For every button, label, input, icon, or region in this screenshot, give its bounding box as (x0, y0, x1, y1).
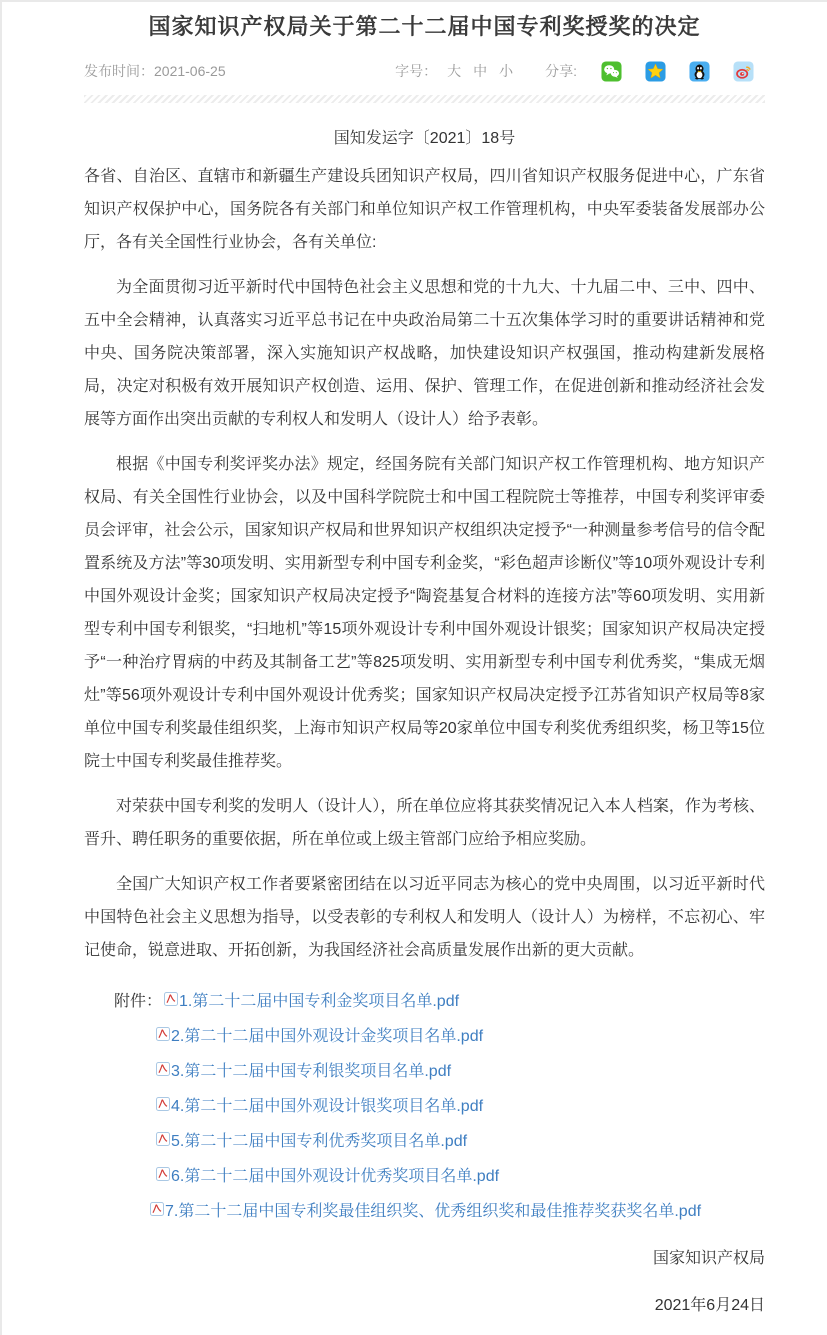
attachment-link-6[interactable]: 6.第二十二届中国外观设计优秀奖项目名单.pdf (171, 1167, 500, 1185)
document-number: 国知发运字〔2021〕18号 (333, 130, 516, 147)
document-body (84, 160, 765, 967)
page-title: 国家知识产权局关于第二十二届中国专利奖授奖的决定 (148, 14, 701, 39)
wechat-share-icon[interactable] (601, 61, 622, 82)
attachments-section (84, 989, 765, 1219)
meta-controls (395, 61, 765, 82)
attachment-row-1 (114, 989, 765, 1009)
attachment-row-5 (156, 1129, 765, 1149)
attachment-row-2 (156, 1024, 765, 1044)
attachment-link-1[interactable]: 1.第二十二届中国专利金奖项目名单.pdf (179, 992, 460, 1010)
font-size-medium-button[interactable]: 中 (473, 63, 488, 79)
attachment-link-7[interactable]: 7.第二十二届中国专利奖最佳组织奖、优秀组织奖和最佳推荐奖获奖名单.pdf (165, 1202, 702, 1220)
pdf-icon (156, 1097, 170, 1111)
publish-time (84, 61, 226, 81)
signature-block (84, 1245, 765, 1315)
signature-org: 国家知识产权局 (652, 1250, 765, 1267)
attachments-label: 附件： (114, 992, 163, 1010)
qq-share-icon[interactable] (689, 61, 710, 82)
paragraph-record: 对荣获中国专利奖的发明人（设计人），所在单位应将其获奖情况记入本人档案，作为考核、晋升、聘任职务的重要依据，所在单位或上级主管部门应给予相应奖励。 (84, 798, 765, 848)
publish-date: 2021-06-25 (154, 63, 226, 79)
attachment-link-4[interactable]: 4.第二十二届中国外观设计银奖项目名单.pdf (171, 1097, 484, 1115)
attachment-link-3[interactable]: 3.第二十二届中国专利银奖项目名单.pdf (171, 1062, 452, 1080)
pdf-icon (164, 992, 178, 1006)
font-size-small-button[interactable]: 小 (499, 63, 514, 79)
meta-bar (84, 59, 765, 83)
attachment-row-6 (156, 1164, 765, 1184)
striped-divider (84, 95, 765, 103)
paragraph-addressees: 各省、自治区、直辖市和新疆生产建设兵团知识产权局，四川省知识产权服务促进中心，广东省知识产权保护中心，国务院各有关部门和单位知识产权工作管理机构，中央军委装备发展部办公厅，各有关全国性行业协会，各有关单位: (84, 168, 765, 251)
attachment-row-3 (156, 1059, 765, 1079)
pdf-icon (156, 1062, 170, 1076)
weibo-share-icon[interactable] (733, 61, 754, 82)
pdf-icon (150, 1202, 164, 1216)
share-label: 分享: (545, 63, 577, 79)
publish-time-label: 发布时间： (84, 63, 154, 79)
pdf-icon (156, 1132, 170, 1146)
attachment-row-7 (150, 1199, 765, 1219)
attachment-link-5[interactable]: 5.第二十二届中国专利优秀奖项目名单.pdf (171, 1132, 468, 1150)
pdf-icon (156, 1167, 170, 1181)
qzone-share-icon[interactable] (645, 61, 666, 82)
attachment-link-2[interactable]: 2.第二十二届中国外观设计金奖项目名单.pdf (171, 1027, 484, 1045)
pdf-icon (156, 1027, 170, 1041)
attachment-row-4 (156, 1094, 765, 1114)
paragraph-closing: 全国广大知识产权工作者要紧密团结在以习近平同志为核心的党中央周围，以习近平新时代中国特色社会主义思想为指导，以受表彰的专利权人和发明人（设计人）为榜样，不忘初心、牢记使命，锐意进取、开拓创新，为我国经济社会高质量发展作出新的更大贡献。 (84, 876, 765, 959)
signature-date: 2021年6月24日 (654, 1297, 765, 1314)
paragraph-awards: 根据《中国专利奖评奖办法》规定，经国务院有关部门知识产权工作管理机构、地方知识产权局、有关全国性行业协会，以及中国科学院院士和中国工程院院士等推荐，中国专利奖评审委员会评审，社会公示，国家知识产权局和世界知识产权组织决定授予“一种测量参考信号的信令配置系统及方法”等30项发明、实用新型专利中国专利金奖，“彩色超声诊断仪”等10项外观设计专利中国外观设计金奖；国家知识产权局决定授予“陶瓷基复合材料的连接方法”等60项发明、实用新型专利中国专利银奖，“扫地机”等15项外观设计专利中国外观设计银奖；国家知识产权局决定授予“一种治疗胃病的中药及其制备工艺”等825项发明、实用新型专利中国专利优秀奖，“集成无烟灶”等56项外观设计专利中国外观设计优秀奖；国家知识产权局决定授予江苏省知识产权局等8家单位中国专利奖最佳组织奖，上海市知识产权局等20家单位中国专利奖优秀组织奖，杨卫等15位院士中国专利奖最佳推荐奖。 (84, 456, 765, 770)
font-size-large-button[interactable]: 大 (447, 63, 462, 79)
font-size-label: 字号： (395, 63, 438, 79)
paragraph-intro: 为全面贯彻习近平新时代中国特色社会主义思想和党的十九大、十九届二中、三中、四中、五中全会精神，认真落实习近平总书记在中央政治局第二十五次集体学习时的重要讲话精神和党中央、国务院决策部署，深入实施知识产权战略，加快建设知识产权强国，推动构建新发展格局，决定对积极有效开展知识产权创造、运用、保护、管理工作，在促进创新和推动经济社会发展等方面作出突出贡献的专利权人和发明人（设计人）给予表彰。 (84, 279, 765, 428)
